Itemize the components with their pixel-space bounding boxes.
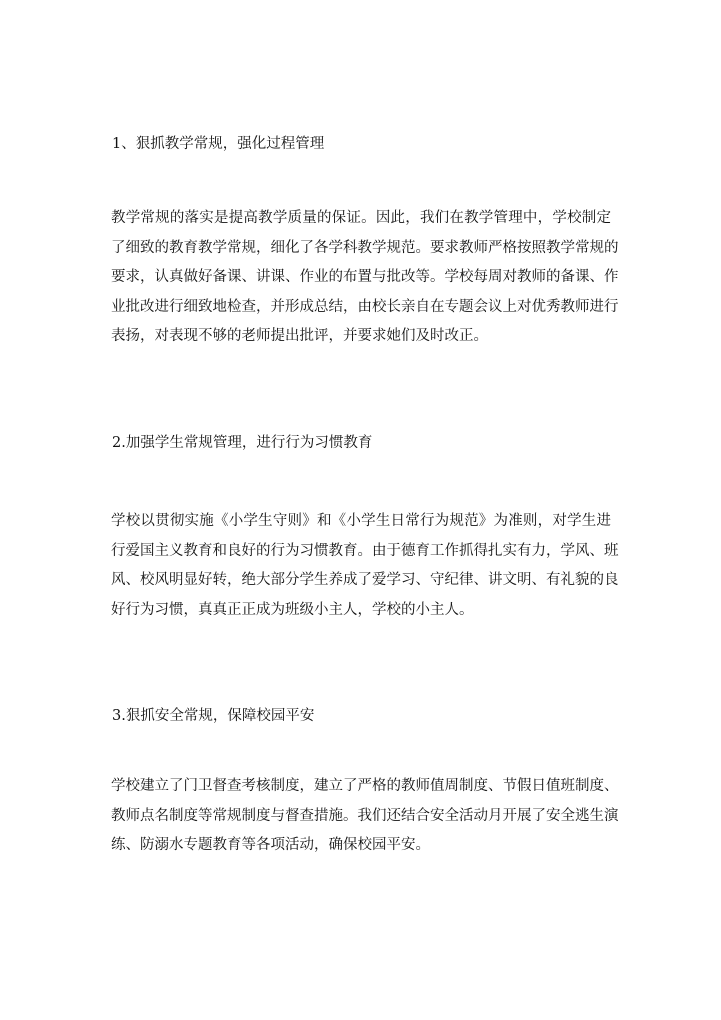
paragraph-line: 行爱国主义教育和良好的行为习惯教育。由于德育工作抓得扎实有力，学风、班: [111, 542, 619, 559]
paragraph-line: 学校建立了门卫督查考核制度，建立了严格的教师值周制度、节假日值班制度、: [111, 778, 619, 794]
section-2-paragraph: [111, 507, 619, 625]
section-1-paragraph: [111, 204, 619, 352]
paragraph-line: 风、校风明显好转，绝大部分学生养成了爱学习、守纪律、讲文明、有礼貌的良: [111, 572, 619, 588]
section-3-paragraph: [111, 772, 619, 861]
paragraph-line: 好行为习惯，真真正正成为班级小主人，学校的小主人。: [111, 601, 474, 618]
paragraph-line: 学校以贯彻实施《小学生守则》和《小学生日常行为规范》为准则，对学生进: [111, 513, 611, 529]
paragraph-line: 教师点名制度等常规制度与督查措施。我们还结合安全活动月开展了安全逃生演: [111, 807, 619, 824]
paragraph-line: 表扬，对表现不够的老师提出批评，并要求她们及时改正。: [111, 328, 488, 344]
paragraph-line: 教学常规的落实是提高教学质量的保证。因此，我们在教学管理中，学校制定: [111, 210, 611, 226]
paragraph-line: 要求，认真做好备课、讲课、作业的布置与批改等。学校每周对教师的备课、作: [111, 269, 619, 285]
section-2-heading: 2.加强学生常规管理，进行行为习惯教育: [112, 435, 373, 451]
paragraph-line: 业批改进行细致地检查，并形成总结，由校长亲自在专题会议上对优秀教师进行: [111, 298, 619, 315]
paragraph-line: 了细致的教育教学常规，细化了各学科教学规范。要求教师严格按照教学常规的: [111, 239, 619, 256]
section-3-heading: 3.狠抓安全常规，保障校园平安: [112, 708, 315, 724]
paragraph-line: 练、防溺水专题教育等各项活动，确保校园平安。: [111, 837, 430, 853]
section-1-heading: 1、狠抓教学常规，强化过程管理: [112, 136, 325, 152]
